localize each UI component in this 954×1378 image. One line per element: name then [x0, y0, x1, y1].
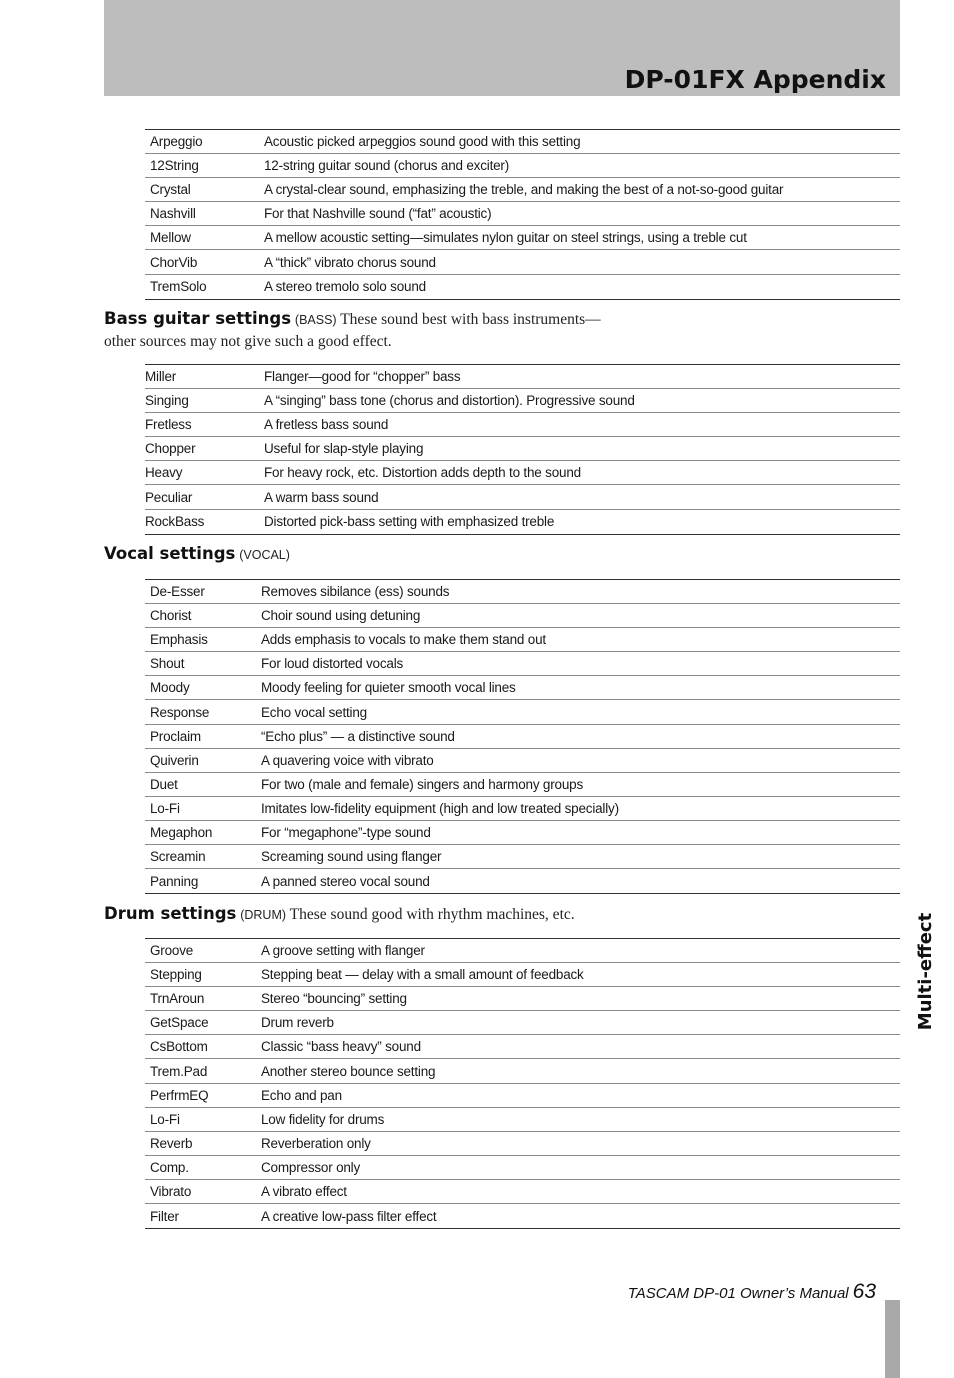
setting-name: Quiverin	[150, 752, 199, 768]
setting-name: Comp.	[150, 1159, 189, 1175]
setting-description: A vibrato effect	[261, 1183, 347, 1199]
table-row	[145, 510, 900, 534]
page-title: DP-01FX Appendix	[624, 65, 886, 94]
setting-name: Panning	[150, 873, 199, 889]
setting-name: TrnAroun	[150, 991, 205, 1007]
table-row	[145, 154, 900, 178]
setting-description: A creative low-pass filter effect	[261, 1208, 437, 1224]
table-row	[145, 797, 900, 821]
setting-description: Flanger—good for “chopper” bass	[264, 369, 461, 385]
table-row	[145, 700, 900, 724]
setting-description: A warm bass sound	[264, 489, 379, 505]
page-number: 63	[852, 1280, 876, 1303]
header-band	[104, 0, 900, 96]
setting-name: Crystal	[150, 182, 191, 198]
table-row	[145, 628, 900, 652]
setting-description: “Echo plus” — a distinctive sound	[261, 728, 455, 744]
setting-name: 12String	[150, 158, 199, 174]
vocal-section-heading	[104, 543, 290, 566]
page-footer	[628, 1280, 876, 1304]
table-row	[145, 676, 900, 700]
setting-name: Miller	[145, 369, 177, 385]
table-row	[145, 1204, 900, 1228]
table-row	[145, 202, 900, 226]
setting-description: A stereo tremolo solo sound	[264, 279, 426, 295]
setting-description: A “thick” vibrato chorus sound	[264, 254, 436, 270]
table-row	[145, 773, 900, 797]
table-row	[145, 604, 900, 628]
table-row	[145, 1156, 900, 1180]
table-row	[145, 1035, 900, 1059]
drum-code: (DRUM)	[240, 908, 287, 922]
section-side-tab	[912, 906, 940, 1036]
setting-description: A mellow acoustic setting—simulates nylon guitar on steel strings, using a treble cut	[264, 230, 747, 246]
setting-name: Duet	[150, 776, 178, 792]
setting-name: Shout	[150, 656, 185, 672]
manual-name: TASCAM DP-01 Owner’s Manual	[627, 1285, 849, 1302]
setting-description: Another stereo bounce setting	[261, 1063, 436, 1079]
setting-description: Removes sibilance (ess) sounds	[261, 584, 450, 600]
table-row	[145, 178, 900, 202]
table-row	[145, 1011, 900, 1035]
table-row	[145, 580, 900, 604]
setting-name: Response	[150, 704, 210, 720]
setting-description: For “megaphone”-type sound	[261, 824, 431, 840]
setting-name: Fretless	[145, 417, 192, 433]
drum-section-heading	[104, 903, 575, 926]
setting-name: Filter	[150, 1208, 179, 1224]
setting-description: Echo vocal setting	[261, 704, 367, 720]
bass-intro-line1: These sound best with bass instruments—	[340, 311, 601, 328]
table-row	[145, 963, 900, 987]
setting-description: For loud distorted vocals	[261, 656, 404, 672]
setting-description: Echo and pan	[261, 1087, 342, 1103]
setting-description: Choir sound using detuning	[261, 608, 421, 624]
setting-description: A fretless bass sound	[264, 417, 389, 433]
setting-description: Compressor only	[261, 1159, 361, 1175]
setting-description: A panned stereo vocal sound	[261, 873, 430, 889]
setting-name: RockBass	[145, 514, 205, 530]
table-row	[145, 749, 900, 773]
side-tab-label: Multi-effect	[915, 912, 937, 1030]
setting-name: Lo-Fi	[150, 800, 180, 816]
vocal-heading: Vocal settings	[104, 544, 236, 563]
setting-name: GetSpace	[150, 1015, 209, 1031]
setting-name: Groove	[150, 943, 194, 959]
setting-description: Stepping beat — delay with a small amount of feedback	[261, 967, 584, 983]
setting-description: Useful for slap-style playing	[264, 441, 424, 457]
setting-description: A quavering voice with vibrato	[261, 752, 434, 768]
table-row	[145, 845, 900, 869]
setting-name: Proclaim	[150, 728, 201, 744]
setting-name: Stepping	[150, 967, 202, 983]
setting-name: Peculiar	[145, 489, 193, 505]
setting-description: Adds emphasis to vocals to make them stand out	[261, 632, 546, 648]
setting-description: Reverberation only	[261, 1135, 371, 1151]
setting-name: Arpeggio	[150, 134, 203, 150]
setting-description: Acoustic picked arpeggios sound good with this setting	[264, 134, 581, 150]
table-row	[145, 1132, 900, 1156]
setting-description: A “singing” bass tone (chorus and distortion). Progressive sound	[264, 393, 635, 409]
drum-settings-table	[145, 938, 900, 1229]
setting-name: Chorist	[150, 608, 192, 624]
guitar-settings-table	[145, 129, 900, 300]
setting-name: Lo-Fi	[150, 1111, 180, 1127]
setting-description: 12-string guitar sound (chorus and exciter)	[264, 158, 510, 174]
bass-code: (BASS)	[294, 313, 337, 327]
setting-name: PerfrmEQ	[150, 1087, 209, 1103]
table-row	[145, 461, 900, 485]
table-row	[145, 130, 900, 154]
table-row	[145, 725, 900, 749]
setting-name: Screamin	[150, 849, 206, 865]
setting-description: A crystal-clear sound, emphasizing the treble, and making the best of a not-so-good guitar	[264, 182, 784, 198]
setting-name: CsBottom	[150, 1039, 208, 1055]
setting-name: Singing	[145, 393, 189, 409]
setting-name: Moody	[150, 680, 190, 696]
table-row	[145, 485, 900, 509]
table-row	[145, 413, 900, 437]
table-row	[145, 821, 900, 845]
bass-section-heading	[104, 308, 601, 352]
table-row	[145, 652, 900, 676]
setting-description: Drum reverb	[261, 1015, 334, 1031]
table-row	[145, 869, 900, 893]
table-row	[145, 389, 900, 413]
setting-description: Screaming sound using flanger	[261, 849, 442, 865]
bass-heading: Bass guitar settings	[104, 309, 292, 328]
setting-description: For heavy rock, etc. Distortion adds depth to the sound	[264, 465, 581, 481]
bass-intro-line2: other sources may not give such a good effect.	[104, 333, 392, 350]
setting-description: For two (male and female) singers and harmony groups	[261, 776, 584, 792]
table-row	[145, 1180, 900, 1204]
setting-name: Trem.Pad	[150, 1063, 208, 1079]
table-row	[145, 1059, 900, 1083]
setting-name: TremSolo	[150, 279, 207, 295]
setting-name: Vibrato	[150, 1183, 192, 1199]
setting-description: Imitates low-fidelity equipment (high and low treated specially)	[261, 800, 619, 816]
setting-name: ChorVib	[150, 254, 198, 270]
drum-heading: Drum settings	[104, 904, 237, 923]
setting-description: Stereo “bouncing” setting	[261, 991, 407, 1007]
bass-settings-table	[145, 364, 900, 535]
table-row	[145, 1108, 900, 1132]
page-thumb-tab	[885, 1300, 900, 1378]
table-row	[145, 365, 900, 389]
setting-name: Heavy	[145, 465, 183, 481]
setting-name: De-Esser	[150, 584, 205, 600]
setting-description: For that Nashville sound (“fat” acoustic)	[264, 206, 492, 222]
setting-description: Distorted pick-bass setting with emphasized treble	[264, 514, 555, 530]
table-row	[145, 250, 900, 274]
setting-description: Low fidelity for drums	[261, 1111, 385, 1127]
setting-name: Mellow	[150, 230, 191, 246]
table-row	[145, 226, 900, 250]
table-row	[145, 987, 900, 1011]
setting-description: Moody feeling for quieter smooth vocal lines	[261, 680, 516, 696]
setting-name: Nashvill	[150, 206, 196, 222]
table-row	[145, 1084, 900, 1108]
drum-intro: These sound good with rhythm machines, etc.	[289, 906, 575, 923]
table-row	[145, 275, 900, 299]
table-row	[145, 437, 900, 461]
setting-name: Reverb	[150, 1135, 193, 1151]
vocal-code: (VOCAL)	[239, 548, 290, 562]
setting-name: Emphasis	[150, 632, 208, 648]
setting-name: Megaphon	[150, 824, 213, 840]
table-row	[145, 939, 900, 963]
setting-description: A groove setting with flanger	[261, 943, 425, 959]
vocal-settings-table	[145, 579, 900, 894]
setting-description: Classic “bass heavy” sound	[261, 1039, 421, 1055]
setting-name: Chopper	[145, 441, 196, 457]
